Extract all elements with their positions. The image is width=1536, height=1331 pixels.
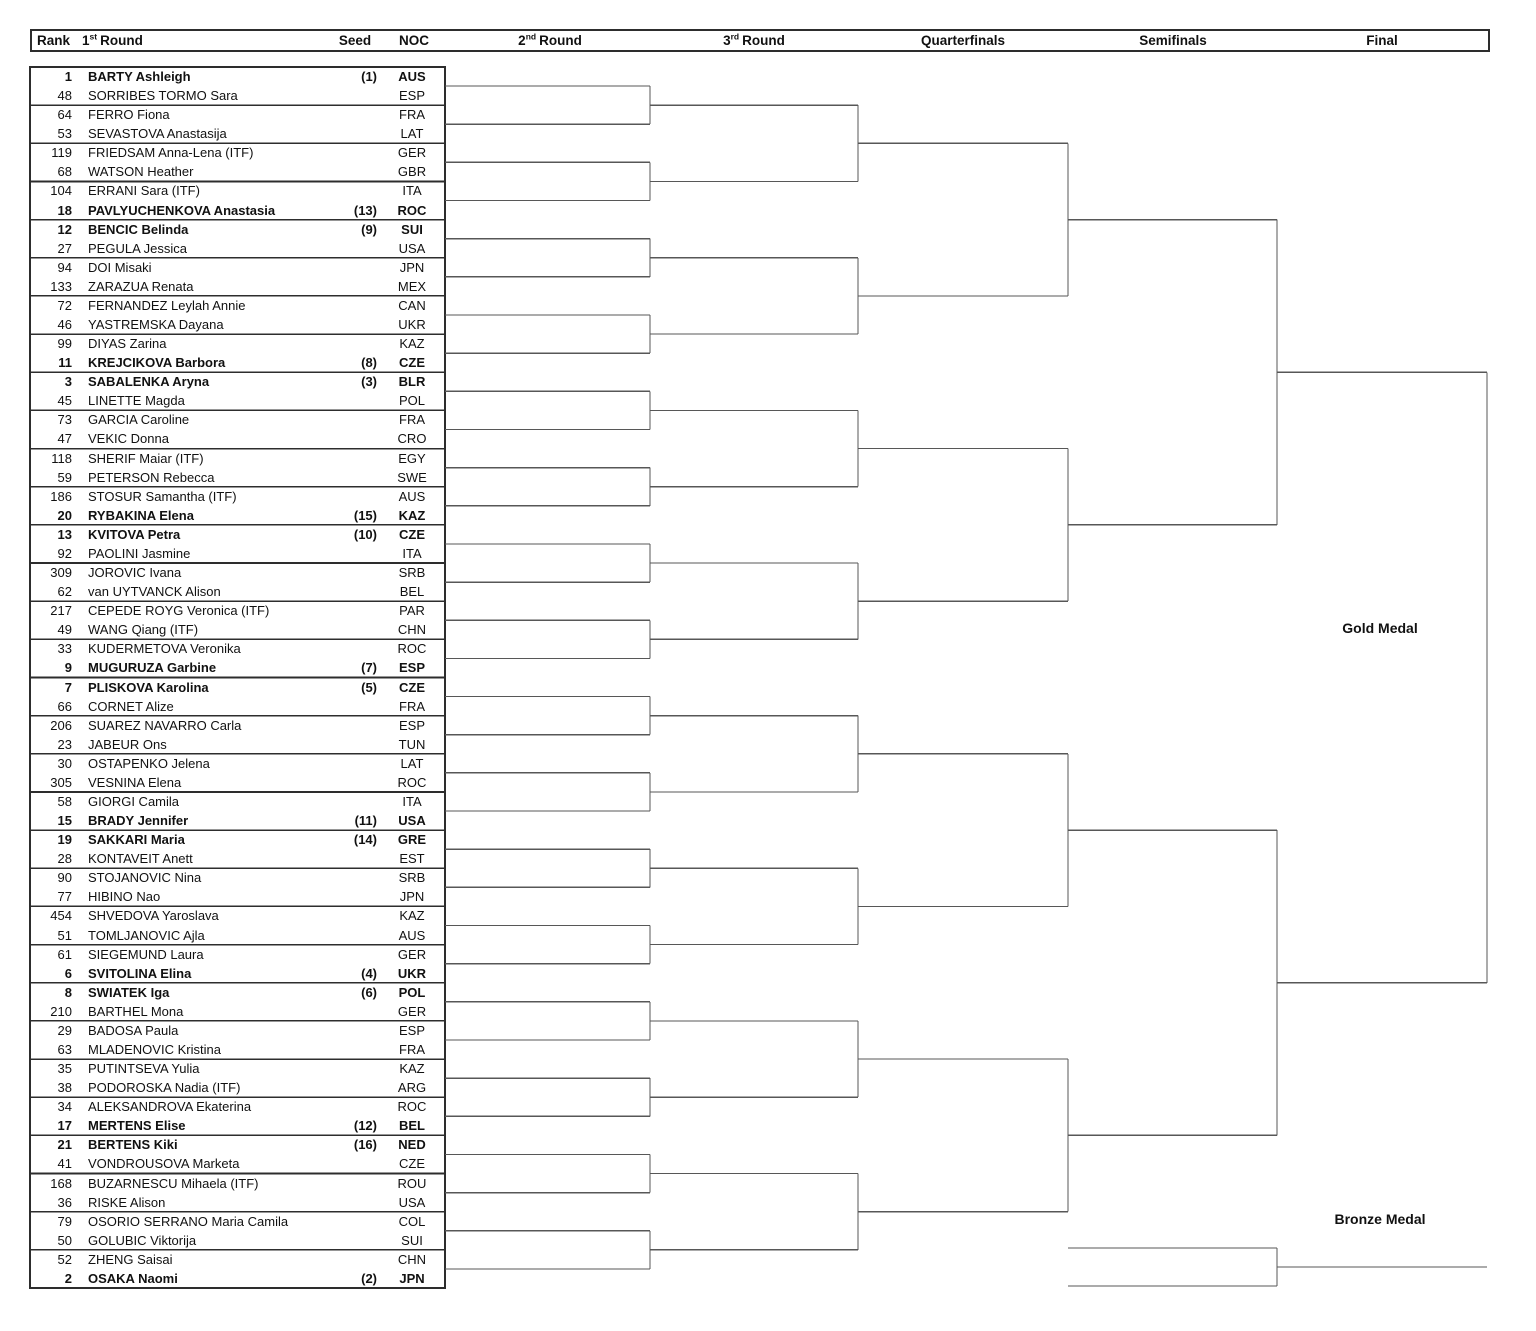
player-noc: KAZ xyxy=(399,908,425,924)
player-rank: 23 xyxy=(57,736,72,752)
player-name: DOI Misaki xyxy=(88,259,152,275)
player-row xyxy=(30,334,445,353)
player-name: SABALENKA Aryna xyxy=(88,374,210,390)
player-rank: 73 xyxy=(57,412,72,428)
player-row xyxy=(30,1097,445,1116)
player-name: ERRANI Sara (ITF) xyxy=(88,183,200,199)
player-row xyxy=(30,468,445,487)
player-noc: ESP xyxy=(398,717,425,733)
player-row xyxy=(30,926,445,945)
player-row xyxy=(30,1231,445,1250)
player-seed: (14) xyxy=(353,832,377,848)
player-noc: CHN xyxy=(397,1251,427,1267)
player-row xyxy=(30,410,445,429)
player-row xyxy=(30,487,445,506)
player-name: STOSUR Samantha (ITF) xyxy=(88,488,237,504)
player-row xyxy=(30,983,445,1002)
player-row xyxy=(30,525,445,544)
player-row xyxy=(30,1135,445,1154)
player-rank: 66 xyxy=(57,698,72,714)
player-rank: 454 xyxy=(50,908,72,924)
player-name: SUAREZ NAVARRO Carla xyxy=(88,717,242,733)
player-noc: JPN xyxy=(399,889,425,905)
col-header-quarterfinals: Quarterfinals xyxy=(920,33,1006,48)
player-name: GOLUBIC Viktorija xyxy=(88,1232,197,1248)
player-rank: 46 xyxy=(57,317,72,333)
player-rank: 77 xyxy=(57,889,72,905)
player-rank: 94 xyxy=(57,259,72,275)
player-rank: 48 xyxy=(57,88,72,104)
player-noc: GER xyxy=(397,145,427,161)
player-rank: 19 xyxy=(57,832,72,848)
player-noc: LAT xyxy=(400,126,424,142)
col-header-rank: Rank xyxy=(37,33,71,48)
player-noc: CRO xyxy=(397,431,427,447)
player-rank: 59 xyxy=(57,469,72,485)
player-row xyxy=(30,1002,445,1021)
player-row xyxy=(30,220,445,239)
player-name: ZHENG Saisai xyxy=(88,1251,173,1267)
player-name: OSORIO SERRANO Maria Camila xyxy=(88,1213,289,1229)
player-row xyxy=(30,1193,445,1212)
player-row xyxy=(30,315,445,334)
player-noc: ITA xyxy=(402,183,422,199)
player-table xyxy=(30,67,445,1288)
player-rank: 21 xyxy=(57,1137,72,1153)
player-rank: 2 xyxy=(64,1270,72,1286)
player-rank: 7 xyxy=(64,679,72,695)
player-noc: SRB xyxy=(398,870,426,886)
player-rank: 63 xyxy=(57,1041,72,1057)
player-noc: AUS xyxy=(398,927,426,943)
player-rank: 51 xyxy=(57,927,72,943)
player-name: HIBINO Nao xyxy=(88,889,161,905)
player-row xyxy=(30,773,445,792)
player-seed: (13) xyxy=(353,202,377,218)
player-noc: GBR xyxy=(397,164,427,180)
player-rank: 168 xyxy=(50,1175,72,1191)
player-seed: (12) xyxy=(353,1118,377,1134)
player-name: MERTENS Elise xyxy=(88,1118,186,1134)
player-rank: 15 xyxy=(57,813,72,829)
player-rank: 53 xyxy=(57,126,72,142)
player-rank: 119 xyxy=(51,145,72,161)
player-row xyxy=(30,1021,445,1040)
player-rank: 36 xyxy=(57,1194,72,1210)
player-row xyxy=(30,162,445,181)
player-rank: 28 xyxy=(57,851,72,867)
player-noc: CZE xyxy=(399,355,425,371)
player-name: VESNINA Elena xyxy=(88,774,182,790)
player-name: FRIEDSAM Anna-Lena (ITF) xyxy=(88,145,254,161)
player-rank: 217 xyxy=(50,603,72,619)
player-row xyxy=(30,830,445,849)
player-row xyxy=(30,105,445,124)
player-row xyxy=(30,601,445,620)
player-noc: SUI xyxy=(401,221,423,237)
player-noc: SUI xyxy=(401,1232,423,1248)
player-rank: 58 xyxy=(57,793,72,809)
player-noc: BLR xyxy=(398,374,426,390)
player-rank: 99 xyxy=(57,336,72,352)
player-seed: (4) xyxy=(361,965,377,981)
player-noc: FRA xyxy=(399,698,425,714)
player-seed: (1) xyxy=(361,69,377,84)
player-rank: 92 xyxy=(57,545,72,561)
player-noc: LAT xyxy=(400,755,424,771)
player-noc: TUN xyxy=(398,736,426,752)
player-name: YASTREMSKA Dayana xyxy=(88,317,224,333)
player-noc: SRB xyxy=(398,565,426,581)
player-noc: CZE xyxy=(399,1156,425,1172)
player-rank: 309 xyxy=(50,565,72,581)
player-rank: 11 xyxy=(58,355,72,371)
col-header-2nd-round: 2nd Round xyxy=(518,31,582,48)
player-row xyxy=(30,1212,445,1231)
gold-medal-label: Gold Medal xyxy=(1342,620,1418,636)
player-seed: (2) xyxy=(361,1270,377,1286)
player-name: PUTINTSEVA Yulia xyxy=(88,1061,200,1077)
player-row xyxy=(30,1250,445,1269)
player-noc: MEX xyxy=(397,278,427,294)
player-noc: ESP xyxy=(398,1022,425,1038)
player-noc: BEL xyxy=(399,1118,425,1134)
player-seed: (8) xyxy=(361,355,377,371)
player-name: TOMLJANOVIC Ajla xyxy=(88,927,205,943)
player-seed: (11) xyxy=(354,813,377,829)
player-row xyxy=(30,239,445,258)
player-name: PAOLINI Jasmine xyxy=(88,545,191,561)
player-name: SAKKARI Maria xyxy=(88,832,185,848)
player-noc: ITA xyxy=(402,545,422,561)
player-seed: (10) xyxy=(353,526,377,542)
player-row xyxy=(30,201,445,220)
player-rank: 33 xyxy=(57,641,72,657)
player-noc: ROC xyxy=(397,202,427,218)
player-name: PODOROSKA Nadia (ITF) xyxy=(88,1080,241,1096)
player-name: BARTHEL Mona xyxy=(88,1003,184,1019)
player-row xyxy=(30,563,445,582)
player-rank: 64 xyxy=(57,107,72,123)
player-name: van UYTVANCK Alison xyxy=(88,584,221,600)
player-rank: 3 xyxy=(64,374,72,390)
player-name: RISKE Alison xyxy=(88,1194,166,1210)
player-rank: 6 xyxy=(64,965,72,981)
player-rank: 206 xyxy=(50,717,72,733)
player-rank: 45 xyxy=(57,393,72,409)
player-rank: 104 xyxy=(50,183,72,199)
col-header-noc: NOC xyxy=(399,33,429,48)
player-rank: 68 xyxy=(57,164,72,180)
player-name: PEGULA Jessica xyxy=(88,240,187,256)
player-noc: AUS xyxy=(398,69,426,84)
player-name: BRADY Jennifer xyxy=(88,813,189,829)
player-noc: ESP xyxy=(398,660,425,676)
bronze-medal-label: Bronze Medal xyxy=(1334,1211,1426,1227)
player-noc: ESP xyxy=(398,88,425,104)
player-name: SWIATEK Iga xyxy=(88,984,170,1000)
player-seed: (5) xyxy=(361,679,377,695)
player-row xyxy=(30,181,445,200)
player-noc: JPN xyxy=(399,1270,425,1286)
player-rank: 9 xyxy=(64,660,72,676)
player-noc: UKR xyxy=(398,317,426,333)
col-header-semifinals: Semifinals xyxy=(1139,33,1207,48)
player-row xyxy=(30,582,445,601)
player-row xyxy=(30,906,445,925)
player-row xyxy=(30,143,445,162)
player-row xyxy=(30,678,445,697)
player-rank: 20 xyxy=(57,507,72,523)
player-name: SVITOLINA Elina xyxy=(88,965,192,981)
player-name: LINETTE Magda xyxy=(88,393,185,409)
player-noc: CZE xyxy=(399,679,425,695)
player-rank: 52 xyxy=(57,1251,72,1267)
col-header-final: Final xyxy=(1366,33,1398,48)
player-rank: 12 xyxy=(57,221,72,237)
player-name: WANG Qiang (ITF) xyxy=(88,622,199,638)
player-name: OSAKA Naomi xyxy=(88,1270,178,1286)
player-row xyxy=(30,391,445,410)
player-noc: GER xyxy=(397,946,427,962)
player-rank: 13 xyxy=(57,526,72,542)
player-rank: 30 xyxy=(57,755,72,771)
player-row xyxy=(30,1269,445,1288)
player-row xyxy=(30,449,445,468)
player-name: BADOSA Paula xyxy=(88,1022,179,1038)
player-row xyxy=(30,1040,445,1059)
player-row xyxy=(30,353,445,372)
player-rank: 62 xyxy=(57,584,72,600)
col-header-seed: Seed xyxy=(338,33,372,48)
player-noc: ROC xyxy=(397,641,427,657)
player-seed: (6) xyxy=(361,984,377,1000)
player-name: BENCIC Belinda xyxy=(88,221,189,237)
player-seed: (16) xyxy=(353,1137,377,1153)
player-row xyxy=(30,716,445,735)
player-name: BARTY Ashleigh xyxy=(88,69,191,84)
player-name: SIEGEMUND Laura xyxy=(88,946,204,962)
player-noc: ROC xyxy=(397,774,427,790)
player-name: SEVASTOVA Anastasija xyxy=(88,126,227,142)
player-noc: COL xyxy=(398,1213,426,1229)
player-name: PETERSON Rebecca xyxy=(88,469,215,485)
player-row xyxy=(30,544,445,563)
player-rank: 27 xyxy=(57,240,72,256)
player-row xyxy=(30,1078,445,1097)
player-rank: 1 xyxy=(64,69,72,84)
player-row xyxy=(30,697,445,716)
player-noc: PAR xyxy=(399,603,425,619)
player-name: BERTENS Kiki xyxy=(88,1137,178,1153)
player-row xyxy=(30,639,445,658)
player-row xyxy=(30,868,445,887)
player-rank: 61 xyxy=(57,946,72,962)
player-name: KVITOVA Petra xyxy=(88,526,181,542)
player-noc: ROC xyxy=(397,1099,427,1115)
player-noc: FRA xyxy=(399,1041,425,1057)
player-rank: 38 xyxy=(57,1080,72,1096)
player-name: FERRO Fiona xyxy=(88,107,170,123)
player-noc: CHN xyxy=(397,622,427,638)
player-noc: EST xyxy=(399,851,425,867)
player-name: PLISKOVA Karolina xyxy=(88,679,209,695)
player-row xyxy=(30,620,445,639)
player-rank: 8 xyxy=(64,984,72,1000)
player-name: CORNET Alize xyxy=(88,698,174,714)
player-name: CEPEDE ROYG Veronica (ITF) xyxy=(88,603,270,619)
player-noc: CAN xyxy=(398,297,426,313)
player-name: ZARAZUA Renata xyxy=(88,278,194,294)
player-row xyxy=(30,86,445,105)
player-name: SHERIF Maiar (ITF) xyxy=(88,450,204,466)
player-name: RYBAKINA Elena xyxy=(88,507,194,523)
player-row xyxy=(30,258,445,277)
player-rank: 133 xyxy=(50,278,72,294)
player-seed: (15) xyxy=(353,507,377,523)
player-noc: FRA xyxy=(399,412,425,428)
player-rank: 41 xyxy=(57,1156,72,1172)
player-name: MLADENOVIC Kristina xyxy=(88,1041,221,1057)
player-rank: 17 xyxy=(57,1118,72,1134)
player-name: MUGURUZA Garbine xyxy=(88,660,217,676)
player-name: WATSON Heather xyxy=(88,164,194,180)
player-rank: 35 xyxy=(57,1061,72,1077)
player-row xyxy=(30,754,445,773)
player-name: GARCIA Caroline xyxy=(88,412,190,428)
player-noc: USA xyxy=(398,813,426,829)
player-noc: UKR xyxy=(397,965,427,981)
player-noc: AUS xyxy=(398,488,426,504)
player-name: SHVEDOVA Yaroslava xyxy=(88,908,219,924)
player-name: ALEKSANDROVA Ekaterina xyxy=(88,1099,252,1115)
player-name: JABEUR Ons xyxy=(88,736,167,752)
player-row xyxy=(30,296,445,315)
player-name: GIORGI Camila xyxy=(88,793,180,809)
player-noc: ITA xyxy=(402,793,422,809)
player-row xyxy=(30,964,445,983)
player-row xyxy=(30,1116,445,1135)
player-rank: 29 xyxy=(57,1022,72,1038)
player-rank: 90 xyxy=(57,870,72,886)
player-row xyxy=(30,1059,445,1078)
player-rank: 47 xyxy=(57,431,72,447)
player-row xyxy=(30,124,445,143)
player-row xyxy=(30,1154,445,1173)
player-noc: GRE xyxy=(397,832,427,848)
player-rank: 305 xyxy=(50,774,72,790)
player-row xyxy=(30,67,445,86)
player-name: STOJANOVIC Nina xyxy=(88,870,202,886)
player-noc: ARG xyxy=(397,1080,427,1096)
player-rank: 210 xyxy=(50,1003,72,1019)
player-rank: 34 xyxy=(57,1099,72,1115)
player-seed: (9) xyxy=(361,221,377,237)
player-row xyxy=(30,658,445,677)
player-name: PAVLYUCHENKOVA Anastasia xyxy=(88,202,276,218)
player-row xyxy=(30,945,445,964)
player-noc: GER xyxy=(397,1003,427,1019)
player-name: KUDERMETOVA Veronika xyxy=(88,641,241,657)
player-noc: POL xyxy=(398,984,426,1000)
player-seed: (7) xyxy=(361,660,377,676)
player-seed: (3) xyxy=(361,374,377,390)
player-rank: 49 xyxy=(57,622,72,638)
player-noc: USA xyxy=(398,240,426,256)
player-name: FERNANDEZ Leylah Annie xyxy=(88,297,246,313)
player-rank: 72 xyxy=(57,297,72,313)
player-noc: ROU xyxy=(397,1175,427,1191)
player-noc: BEL xyxy=(399,584,425,600)
player-name: VEKIC Donna xyxy=(88,431,169,447)
player-noc: SWE xyxy=(397,469,427,485)
player-row xyxy=(30,277,445,296)
player-row xyxy=(30,506,445,525)
player-name: SORRIBES TORMO Sara xyxy=(88,88,238,104)
player-row xyxy=(30,1174,445,1193)
col-header-3rd-round: 3rd Round xyxy=(723,31,785,48)
player-name: OSTAPENKO Jelena xyxy=(88,755,210,771)
player-rank: 118 xyxy=(51,450,72,466)
player-noc: CZE xyxy=(399,526,425,542)
player-name: KONTAVEIT Anett xyxy=(88,851,193,867)
player-rank: 79 xyxy=(57,1213,72,1229)
player-name: DIYAS Zarina xyxy=(88,336,167,352)
player-row xyxy=(30,372,445,391)
player-row xyxy=(30,735,445,754)
player-rank: 18 xyxy=(57,202,72,218)
player-row xyxy=(30,887,445,906)
player-noc: EGY xyxy=(398,450,426,466)
player-noc: FRA xyxy=(399,107,425,123)
player-noc: USA xyxy=(398,1194,426,1210)
player-name: VONDROUSOVA Marketa xyxy=(88,1156,240,1172)
player-name: JOROVIC Ivana xyxy=(88,565,182,581)
player-name: BUZARNESCU Mihaela (ITF) xyxy=(88,1175,259,1191)
player-noc: JPN xyxy=(399,259,425,275)
col-header-1st-round: 1st Round xyxy=(82,31,143,48)
player-noc: KAZ xyxy=(399,336,425,352)
player-row xyxy=(30,811,445,830)
player-noc: NED xyxy=(398,1137,426,1153)
player-noc: KAZ xyxy=(399,1061,425,1077)
player-rank: 186 xyxy=(50,488,72,504)
player-row xyxy=(30,429,445,448)
player-row xyxy=(30,849,445,868)
player-noc: KAZ xyxy=(398,507,426,523)
player-name: KREJCIKOVA Barbora xyxy=(88,355,226,371)
player-row xyxy=(30,792,445,811)
player-noc: POL xyxy=(398,393,425,409)
player-rank: 50 xyxy=(57,1232,72,1248)
